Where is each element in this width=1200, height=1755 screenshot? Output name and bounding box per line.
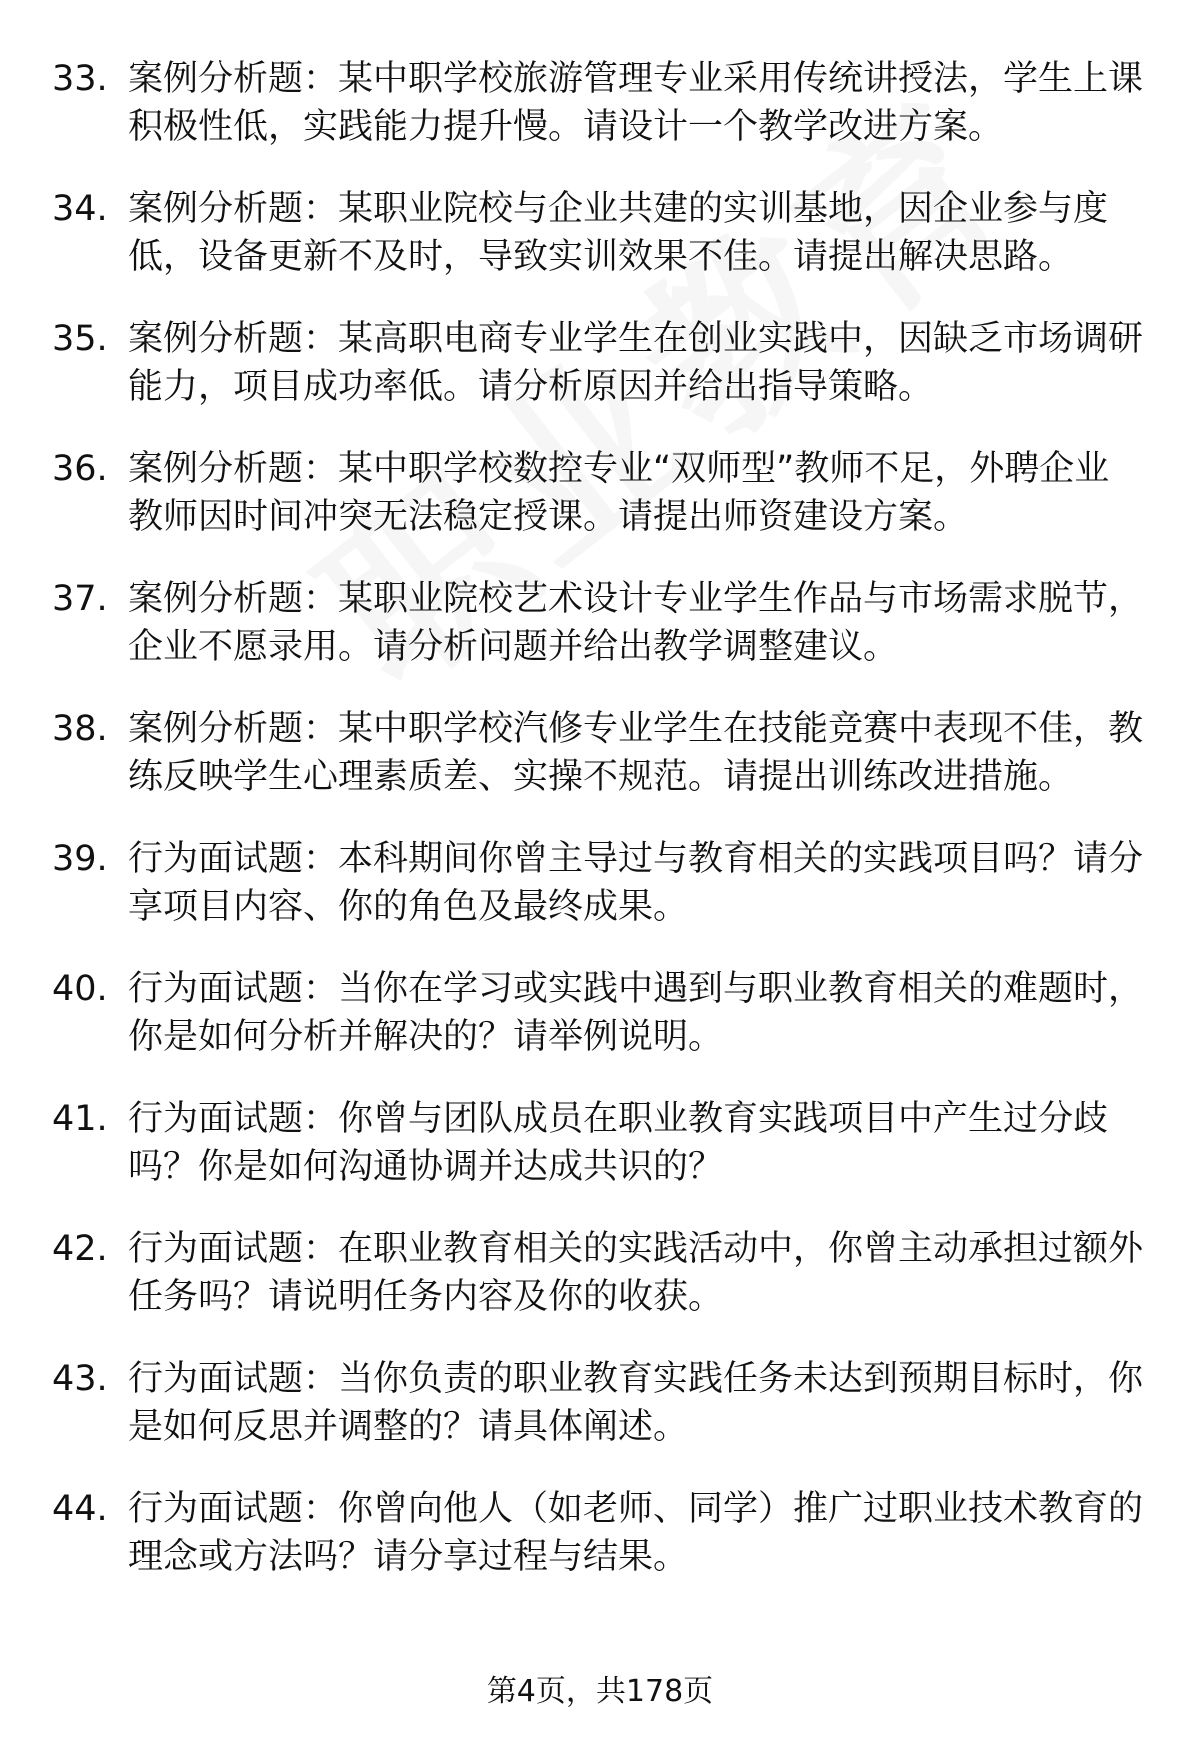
question-item	[0, 1485, 1200, 1615]
question-item	[0, 1355, 1200, 1485]
question-item	[0, 965, 1200, 1095]
page-number-label: 第4页，共178页	[486, 1674, 714, 1709]
question-number: 36.	[52, 449, 108, 489]
question-text: 案例分析题：某职业院校艺术设计专业学生作品与市场需求脱节，企业不愿录用。请分析问题并给出教学调整建议。	[128, 579, 1144, 667]
question-text: 行为面试题：在职业教育相关的实践活动中，你曾主动承担过额外任务吗？请说明任务内容及你的收获。	[128, 1229, 1144, 1317]
question-number: 35.	[52, 319, 108, 359]
question-list	[0, 55, 1200, 1615]
question-text: 案例分析题：某高职电商专业学生在创业实践中，因缺乏市场调研能力，项目成功率低。请分析原因并给出指导策略。	[128, 319, 1144, 407]
question-item	[0, 445, 1200, 575]
question-item	[0, 705, 1200, 835]
question-number: 34.	[52, 189, 108, 229]
question-text: 案例分析题：某中职学校数控专业“双师型”教师不足，外聘企业教师因时间冲突无法稳定授课。请提出师资建设方案。	[128, 449, 1110, 537]
question-number: 40.	[52, 969, 108, 1009]
question-number: 38.	[52, 709, 108, 749]
question-text: 案例分析题：某中职学校旅游管理专业采用传统讲授法，学生上课积极性低，实践能力提升慢。请设计一个教学改进方案。	[128, 59, 1144, 147]
question-number: 37.	[52, 579, 108, 619]
question-text: 案例分析题：某中职学校汽修专业学生在技能竞赛中表现不佳，教练反映学生心理素质差、实操不规范。请提出训练改进措施。	[128, 709, 1144, 797]
question-item	[0, 1225, 1200, 1355]
question-text: 行为面试题：本科期间你曾主导过与教育相关的实践项目吗？请分享项目内容、你的角色及最终成果。	[128, 839, 1144, 927]
question-text: 案例分析题：某职业院校与企业共建的实训基地，因企业参与度低，设备更新不及时，导致实训效果不佳。请提出解决思路。	[128, 189, 1109, 277]
question-text: 行为面试题：当你负责的职业教育实践任务未达到预期目标时，你是如何反思并调整的？请具体阐述。	[128, 1359, 1144, 1447]
question-number: 33.	[52, 59, 108, 99]
question-text: 行为面试题：当你在学习或实践中遇到与职业教育相关的难题时，你是如何分析并解决的？请举例说明。	[128, 969, 1144, 1057]
question-item	[0, 315, 1200, 445]
question-item	[0, 55, 1200, 185]
question-item	[0, 1095, 1200, 1225]
question-number: 43.	[52, 1359, 108, 1399]
question-number: 42.	[52, 1229, 108, 1269]
question-item	[0, 575, 1200, 705]
question-number: 39.	[52, 839, 108, 879]
question-number: 44.	[52, 1489, 108, 1529]
question-item	[0, 185, 1200, 315]
page-footer	[0, 1672, 1200, 1712]
question-text: 行为面试题：你曾向他人（如老师、同学）推广过职业技术教育的理念或方法吗？请分享过程与结果。	[128, 1489, 1144, 1577]
question-text: 行为面试题：你曾与团队成员在职业教育实践项目中产生过分歧吗？你是如何沟通协调并达成共识的？	[128, 1099, 1109, 1187]
question-number: 41.	[52, 1099, 108, 1139]
question-item	[0, 835, 1200, 965]
